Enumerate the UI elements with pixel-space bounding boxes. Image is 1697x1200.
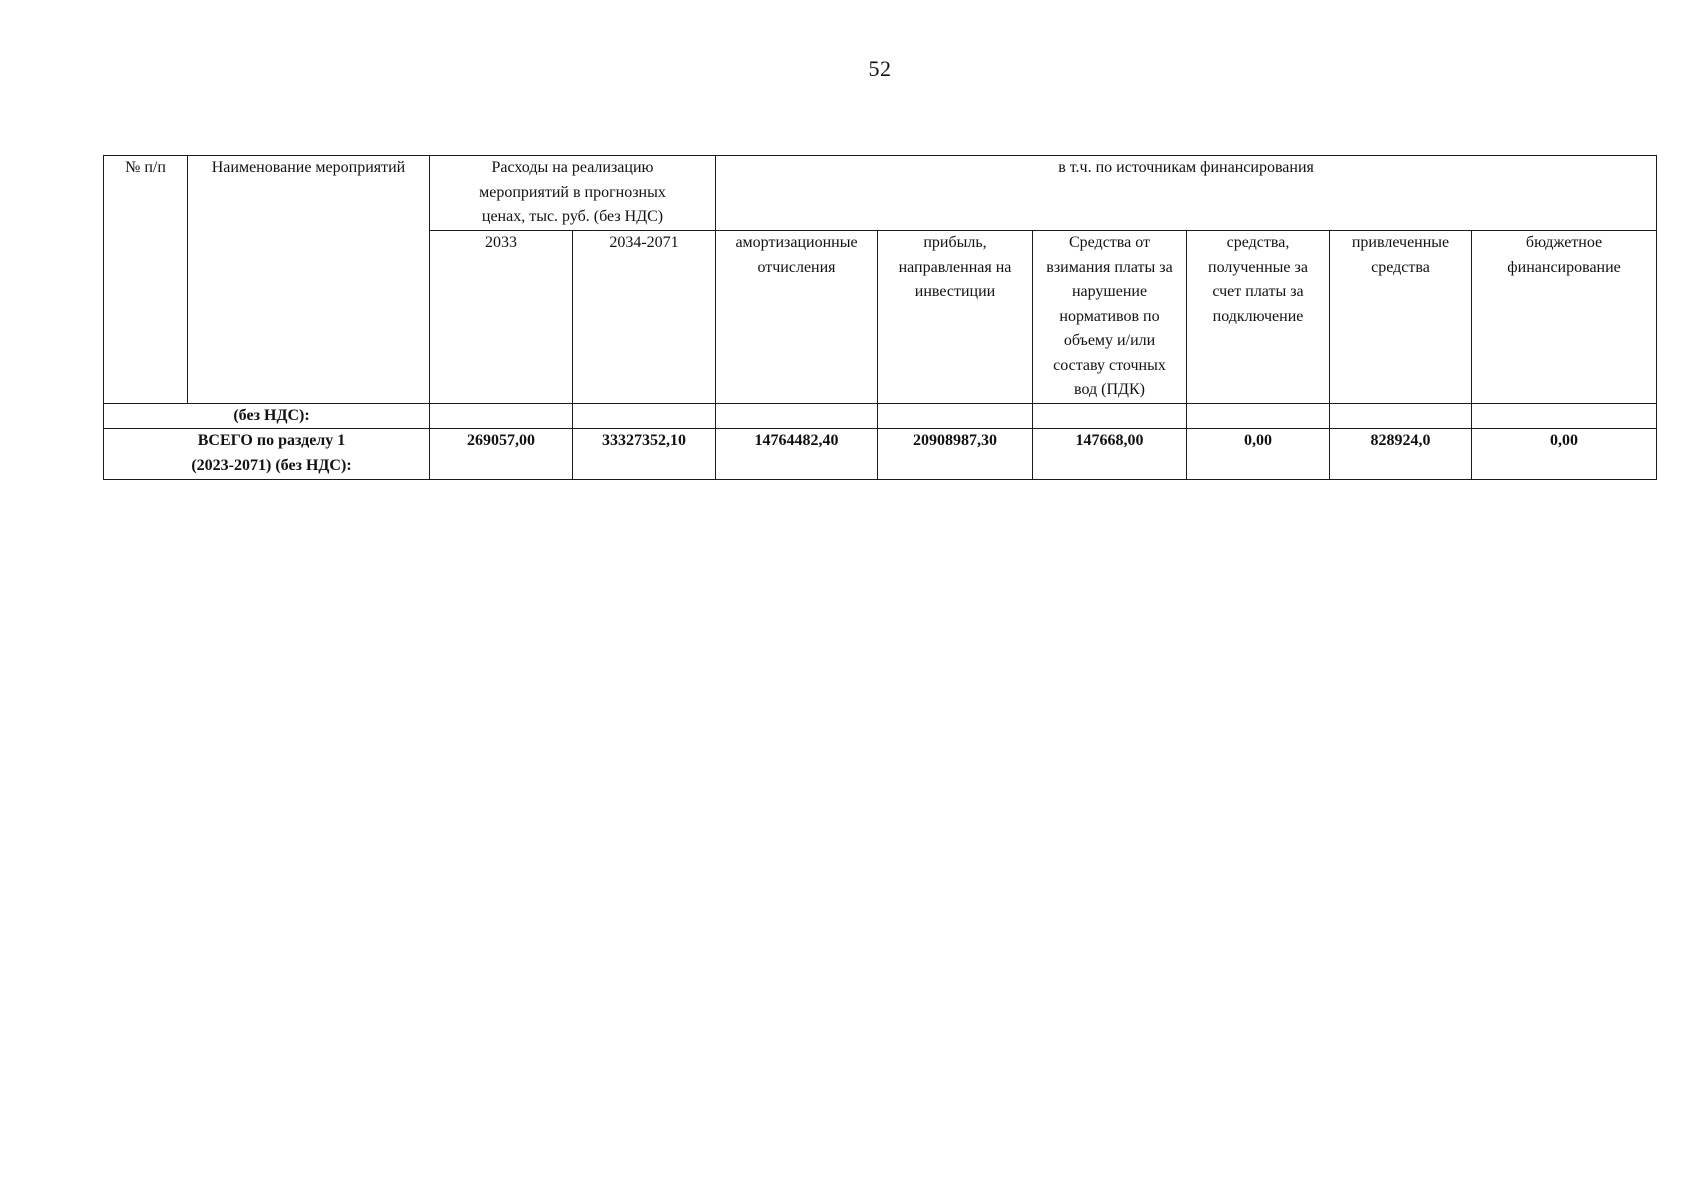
header-num: № п/п bbox=[104, 156, 188, 404]
total-2033: 269057,00 bbox=[430, 429, 573, 480]
row-total-label-line2: (2023-2071) (без НДС): bbox=[191, 456, 352, 474]
header-penalty-funds: Средства от взимания платы за нарушение нормативов по объему и/или составу сточных вод (ПДК) bbox=[1033, 231, 1187, 404]
header-amortization: амортизационные отчисления bbox=[716, 231, 878, 404]
header-profit: прибыль, направленная на инвестиции bbox=[878, 231, 1033, 404]
total-2034-2071: 33327352,10 bbox=[573, 429, 716, 480]
header-year-2033: 2033 bbox=[430, 231, 573, 404]
row-nds-cell bbox=[430, 403, 573, 429]
header-costs: Расходы на реализацию мероприятий в прогнозных ценах, тыс. руб. (без НДС) bbox=[430, 156, 716, 231]
row-total-label-line1: ВСЕГО по разделу 1 bbox=[197, 432, 346, 449]
total-profit: 20908987,30 bbox=[878, 429, 1033, 480]
total-amortization: 14764482,40 bbox=[716, 429, 878, 480]
row-nds-cell bbox=[1033, 403, 1187, 429]
row-nds-cell bbox=[573, 403, 716, 429]
row-nds-cell bbox=[1330, 403, 1472, 429]
row-nds-cell bbox=[716, 403, 878, 429]
row-nds-cell bbox=[878, 403, 1033, 429]
table-row-total bbox=[104, 429, 1657, 480]
header-attracted: привлеченные средства bbox=[1330, 231, 1472, 404]
header-connection-funds: средства, полученные за счет платы за подключение bbox=[1187, 231, 1330, 404]
row-nds-cell bbox=[1472, 403, 1657, 429]
total-connection-funds: 0,00 bbox=[1187, 429, 1330, 480]
header-years-2034-2071: 2034-2071 bbox=[573, 231, 716, 404]
row-nds-cell bbox=[1187, 403, 1330, 429]
header-name: Наименование мероприятий bbox=[188, 156, 430, 404]
financing-table bbox=[103, 155, 1657, 480]
header-row-1 bbox=[104, 156, 1657, 231]
header-sources: в т.ч. по источникам финансирования bbox=[716, 156, 1657, 231]
row-nds-label: (без НДС): bbox=[104, 403, 430, 429]
header-budget: бюджетное финансирование bbox=[1472, 231, 1657, 404]
total-budget: 0,00 bbox=[1472, 429, 1657, 480]
page-number: 52 bbox=[868, 56, 892, 81]
table-row-nds bbox=[104, 403, 1657, 429]
total-attracted: 828924,0 bbox=[1330, 429, 1472, 480]
total-penalty-funds: 147668,00 bbox=[1033, 429, 1187, 480]
row-total-label bbox=[104, 429, 430, 480]
